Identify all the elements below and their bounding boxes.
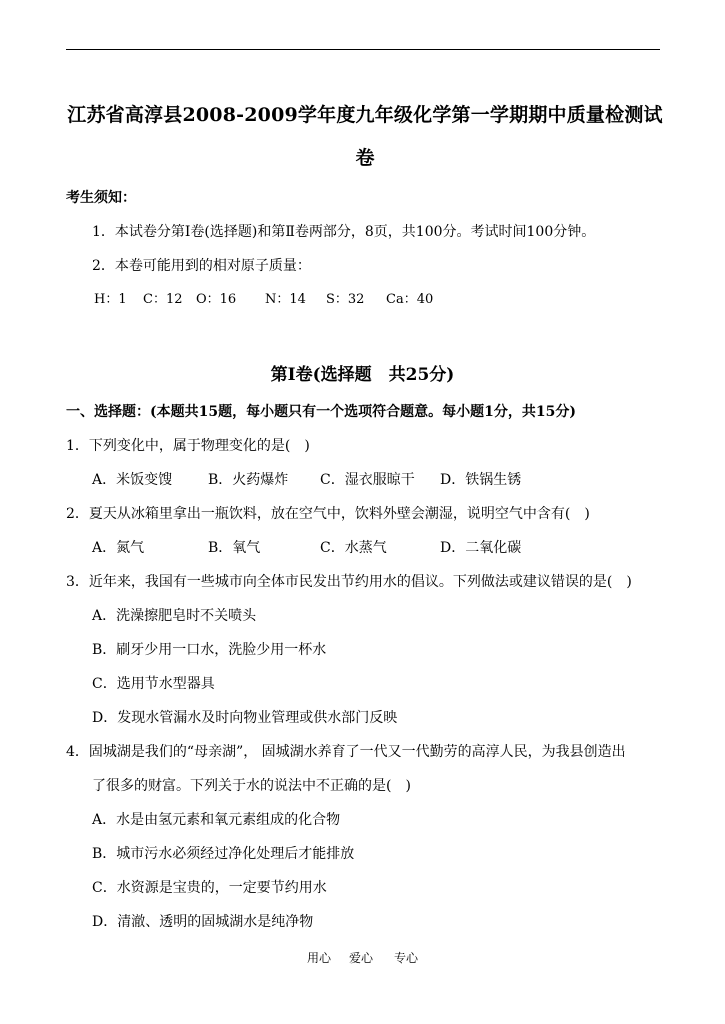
question-4-option-d: D．清澈、透明的固城湖水是纯净物	[92, 914, 314, 930]
question-4-option-b: B．城市污水必须经过净化处理后才能排放	[92, 846, 355, 862]
question-1-option-d: D．铁锅生锈	[440, 472, 522, 488]
footer-text-1: 用心	[307, 951, 332, 965]
section-title: 第Ⅰ卷(选择题 共25分)	[270, 365, 455, 385]
question-3-option-d: D．发现水管漏水及时向物业管理或供水部门反映	[92, 710, 398, 726]
question-4-option-c: C．水资源是宝贵的，一定要节约用水	[92, 880, 327, 896]
question-4-option-a: A．水是由氢元素和氧元素组成的化合物	[92, 812, 341, 828]
question-2-option-a: A．氮气	[92, 540, 145, 556]
question-1-option-a: A．米饭变馊	[92, 472, 173, 488]
atomic-mass-o: O：16	[196, 292, 237, 307]
question-2-stem: 2．夏天从冰箱里拿出一瓶饮料，放在空气中，饮料外壁会潮湿，说明空气中含有( )	[66, 506, 590, 522]
question-2-option-d: D．二氧化碳	[440, 540, 522, 556]
notice-item-2: 2．本卷可能用到的相对原子质量：	[92, 258, 311, 274]
atomic-mass-s: S：32	[326, 292, 365, 307]
question-3-stem: 3．近年来，我国有一些城市向全体市民发出节约用水的倡议。下列做法或建议错误的是( )	[66, 574, 632, 590]
question-2-option-c: C．水蒸气	[320, 540, 387, 556]
page-title-continued: 卷	[355, 147, 375, 169]
question-3-option-c: C．选用节水型器具	[92, 676, 215, 692]
question-3-option-a: A．洗澡擦肥皂时不关喷头	[92, 608, 257, 624]
header-rule	[66, 49, 660, 50]
question-3-option-b: B．刷牙少用一口水，洗脸少用一杯水	[92, 642, 327, 658]
atomic-mass-h: H：1	[94, 292, 127, 307]
atomic-mass-ca: Ca：40	[386, 292, 434, 307]
footer-text-3: 专心	[394, 951, 419, 965]
atomic-mass-c: C：12	[143, 292, 183, 307]
question-2-option-b: B．氧气	[208, 540, 261, 556]
question-4-stem: 4．固城湖是我们的“母亲湖”， 固城湖水养育了一代又一代勤劳的高淳人民，为我县创造出	[66, 744, 626, 760]
question-1-option-b: B．火药爆炸	[208, 472, 289, 488]
notice-heading: 考生须知：	[66, 190, 136, 206]
notice-item-1: 1．本试卷分第Ⅰ卷(选择题)和第Ⅱ卷两部分，8页，共100分。考试时间100分钟。	[92, 224, 596, 240]
question-4-stem-continued: 了很多的财富。下列关于水的说法中不正确的是( )	[92, 778, 411, 794]
part1-heading: 一、选择题：(本题共15题，每小题只有一个选项符合题意。每小题1分，共15分)	[66, 404, 576, 420]
question-1-stem: 1．下列变化中，属于物理变化的是( )	[66, 438, 310, 454]
footer-text-2: 爱心	[349, 951, 374, 965]
atomic-mass-n: N：14	[265, 292, 306, 307]
page-title: 江苏省高淳县2008-2009学年度九年级化学第一学期期中质量检测试	[67, 104, 663, 126]
question-1-option-c: C．湿衣服晾干	[320, 472, 415, 488]
